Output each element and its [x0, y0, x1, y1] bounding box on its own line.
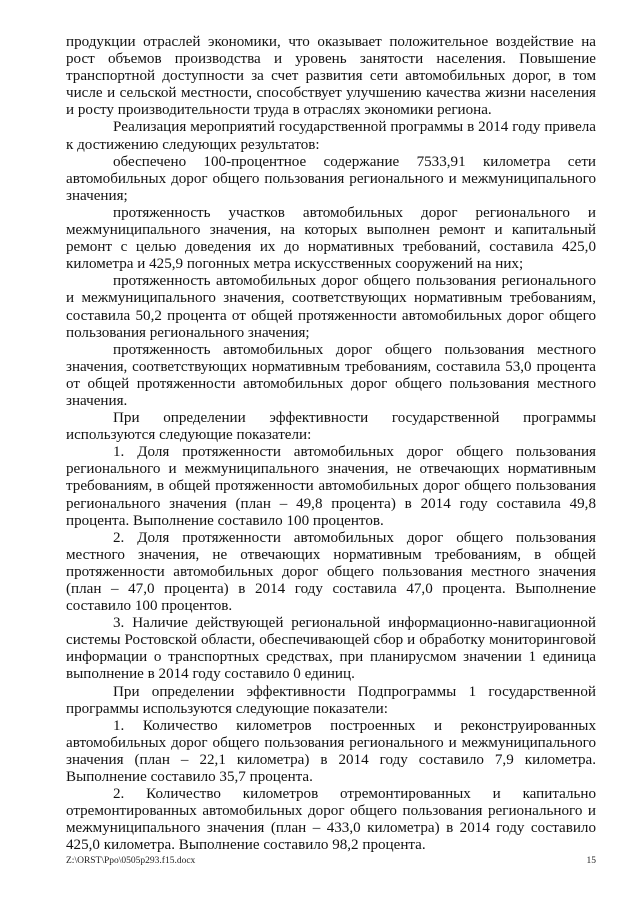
paragraph: обеспечено 100-процентное содержание 7533,91 километра сети автомобильных дорог общего пользования регионального и межмуниципального значения;: [66, 153, 596, 204]
document-body: [66, 34, 596, 855]
paragraph: 2. Количество километров отремонтированных и капитально отремонтированных автомобильных дорог общего пользования регионального и межмуниципального значения (план – 433,0 километра) в 2014 году составило 425,0 километра. Выполнение составило 98,2 процента.: [66, 786, 596, 854]
paragraph: При определении эффективности государственной программы используются следующие показатели:: [66, 410, 596, 444]
page-number: 15: [586, 856, 596, 866]
paragraph: При определении эффективности Подпрограммы 1 государственной программы используются следующие показатели:: [66, 683, 596, 717]
paragraph: 2. Доля протяженности автомобильных дорог общего пользования местного значения, не отвечающих нормативным требованиям, в общей протяженности автомобильных дорог общего пользования местного значения (план – 47,0 процента) в 2014 году составила 47,0 процента. Выполнение составило 100 процентов.: [66, 529, 596, 615]
paragraph: Реализация мероприятий государственной программы в 2014 году привела к достижению следующих результатов:: [66, 119, 596, 153]
file-path: Z:\ORST\Ppo\0505p293.f15.docx: [66, 856, 196, 866]
paragraph: протяженность автомобильных дорог общего пользования регионального и межмуниципального значения, соответствующих нормативным требованиям, составила 50,2 процента от общей протяженности автомобильных дорог общего пользования регионального значения;: [66, 273, 596, 341]
paragraph: 1. Доля протяженности автомобильных дорог общего пользования регионального и межмуниципального значения, не отвечающих нормативным требованиям, в общей протяженности автомобильных дорог общего пользования регионального значения (план – 49,8 процента) в 2014 году составила 49,8 процента. Выполнение составило 100 процентов.: [66, 444, 596, 529]
paragraph: протяженность участков автомобильных дорог регионального и межмуниципального значения, на которых выполнен ремонт и капитальный ремонт с целью доведения их до нормативных требований, составила 425,0 километра и 425,9 погонных метра искусственных сооружений на них;: [66, 204, 596, 273]
paragraph: 3. Наличие действующей региональной информационно-навигационной системы Ростовской области, обеспечивающей сбор и обработку мониторинговой информации о транспортных средствах, при планирусмом значении 1 единица выполнение в 2014 году составило 0 единиц.: [66, 615, 596, 683]
paragraph: 1. Количество километров построенных и реконструированных автомобильных дорог общего пользования регионального и межмуниципального значения (план – 22,1 километра) в 2014 году составило 7,9 километра. Выполнение составило 35,7 процента.: [66, 717, 596, 786]
paragraph: протяженность автомобильных дорог общего пользования местного значения, соответствующих нормативным требованиям, составила 53,0 процента от общей протяженности автомобильных дорог общего пользования местного значения.: [66, 341, 596, 409]
paragraph: продукции отраслей экономики, что оказывает положительное воздействие на рост объемов производства и уровень занятости населения. Повышение транспортной доступности за счет развития сети автомобильных дорог, в том числе и сельской местности, способствует улучшению качества жизни населения и росту производительности труда в отраслях экономики региона.: [66, 34, 596, 119]
